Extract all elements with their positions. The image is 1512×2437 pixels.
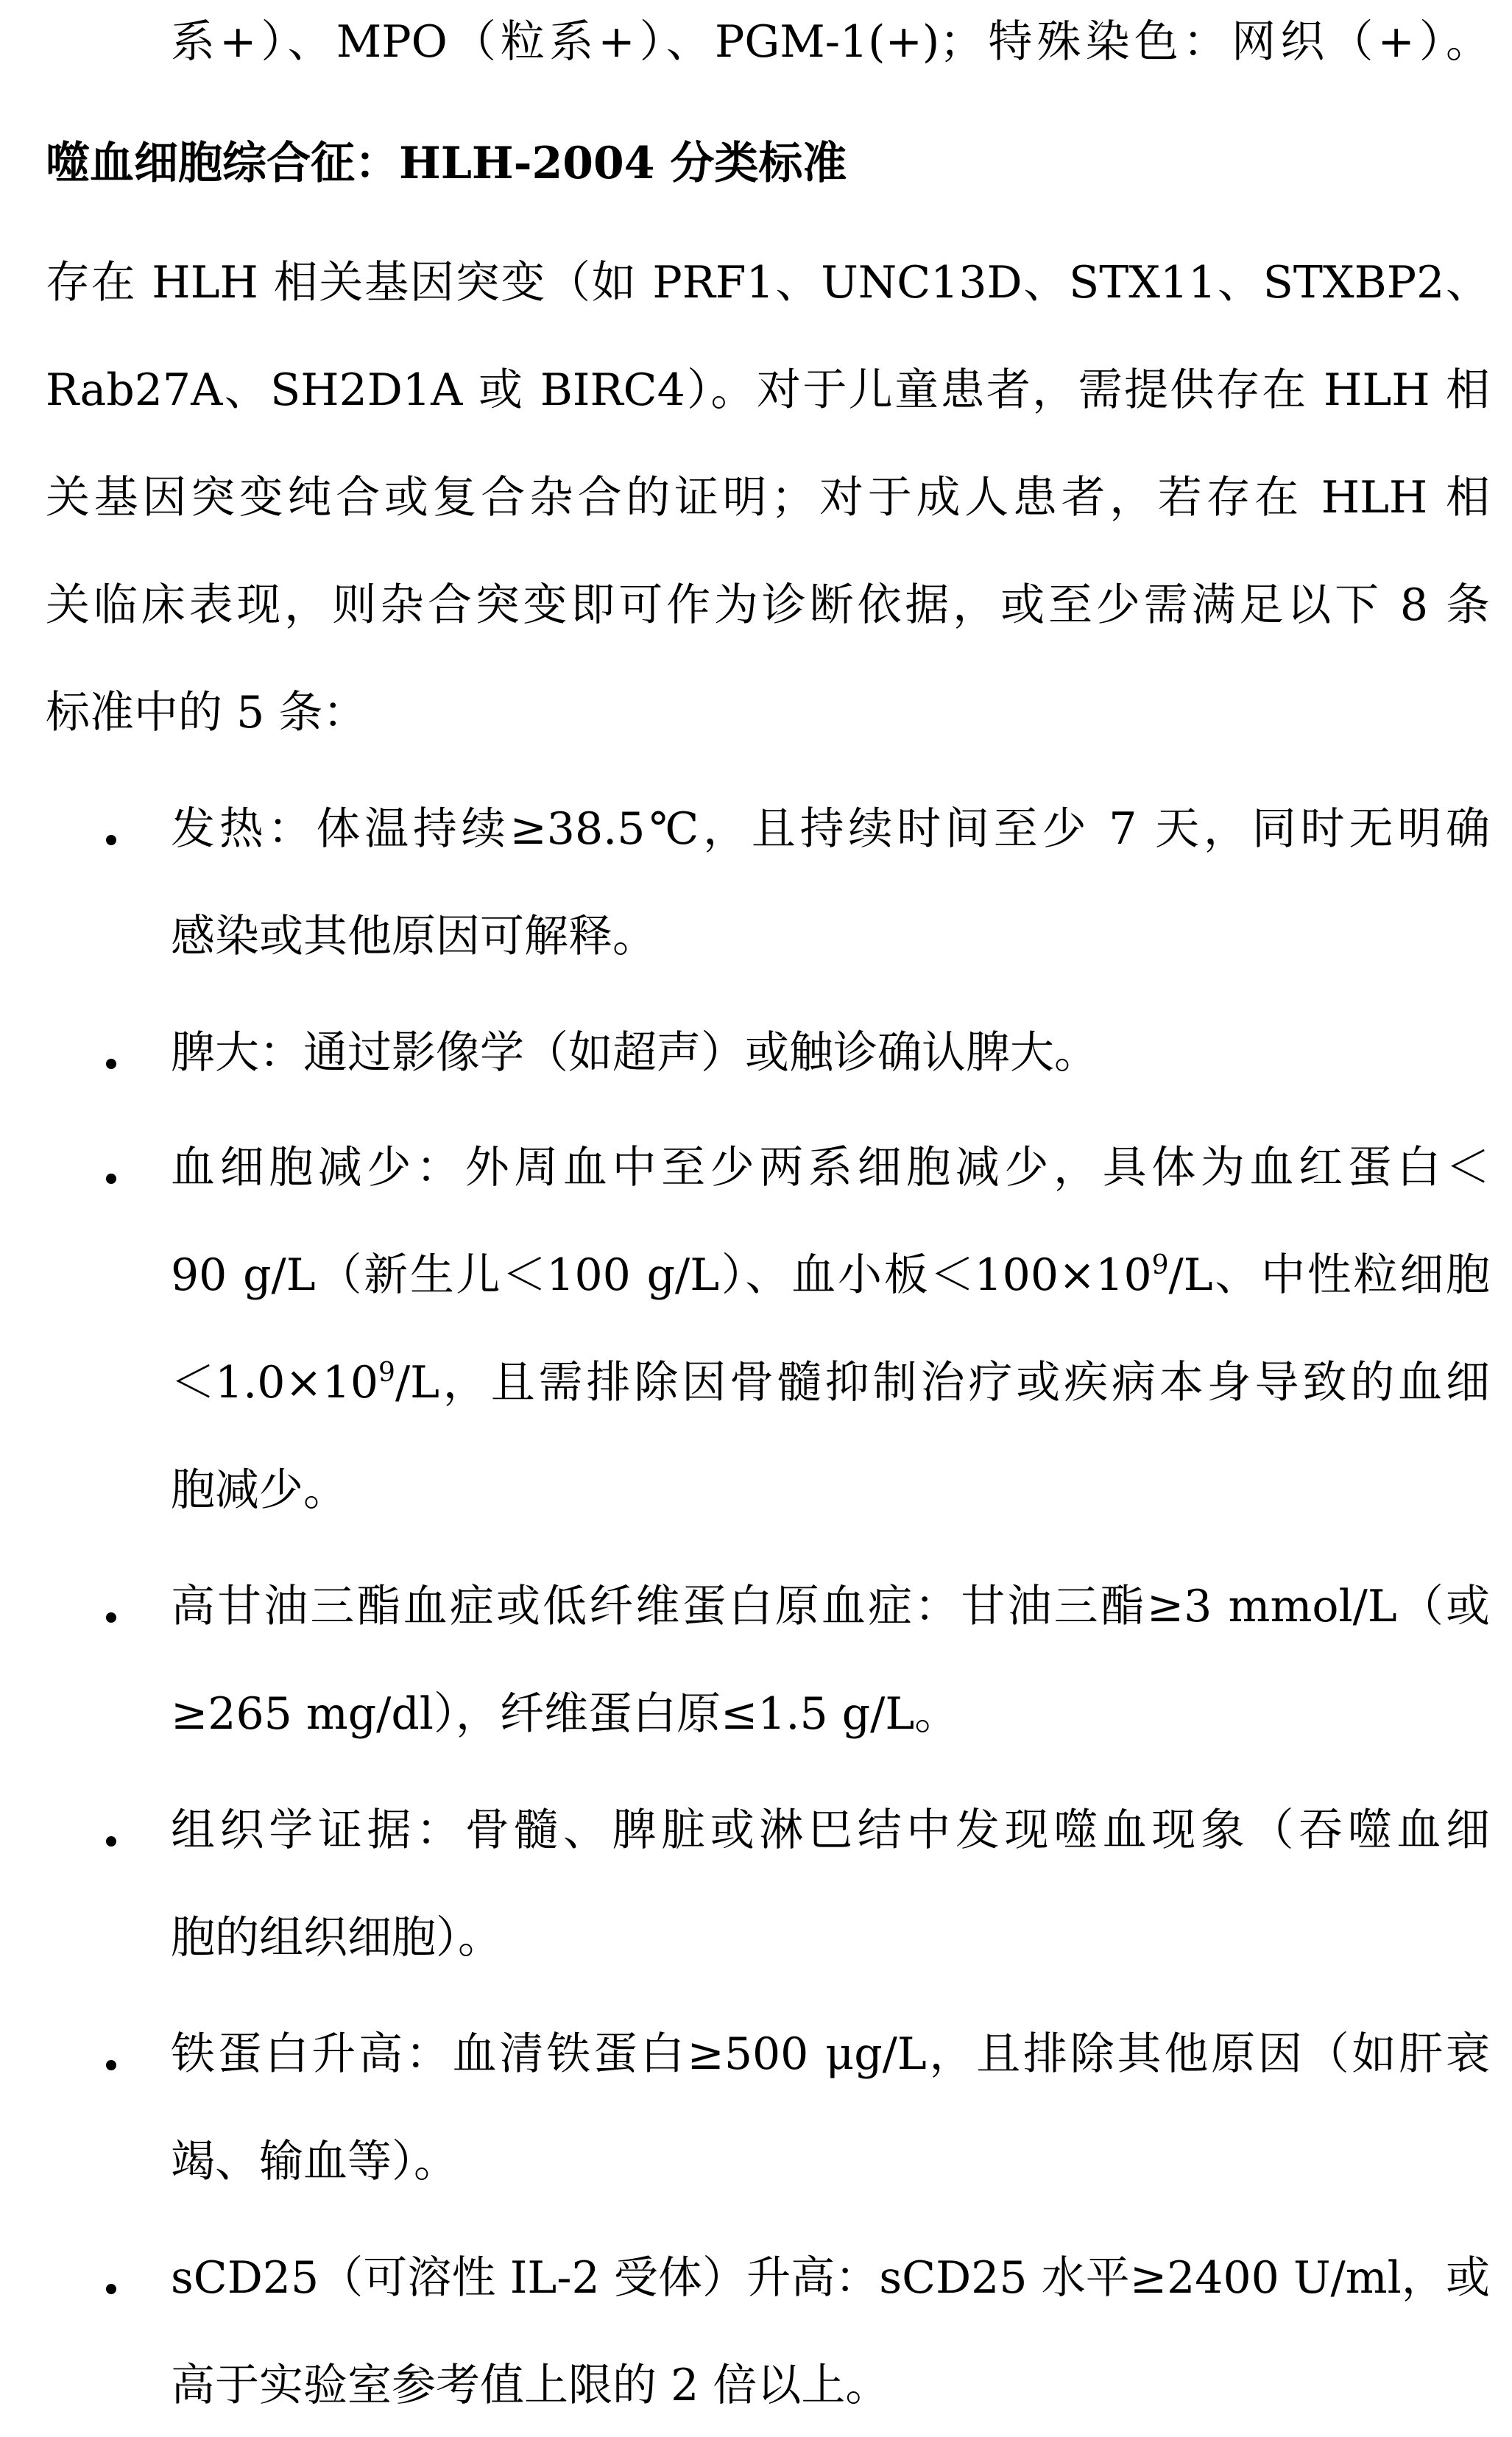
criterion-text: /L，且需排除因骨髓抑制治疗或疾病本身导致的血细 [395,1357,1490,1408]
criterion-line: 感染或其他原因可解释。 [171,911,657,962]
bullet-icon [106,835,116,845]
criterion-line: ≥265 mg/dl），纤维蛋白原≤1.5 g/L。 [171,1688,959,1740]
bullet-icon [106,2284,116,2294]
bullet-icon [106,1174,116,1184]
bullet-icon [106,1059,116,1069]
criterion-line [171,1246,1490,1305]
intro-line: 系+）、MPO（粒系+）、PGM-1(+)；特殊染色：网织（+）。 [171,16,1490,68]
paragraph-line: 关临床表现，则杂合突变即可作为诊断依据，或至少需满足以下 8 条 [46,579,1490,631]
criterion-line: 竭、输血等）。 [171,2136,458,2187]
paragraph-line: 标准中的 5 条： [46,687,367,738]
bullet-icon [106,2060,116,2070]
criterion-line: sCD25（可溶性 IL-2 受体）升高：sCD25 水平≥2400 U/ml，或 [171,2252,1490,2304]
paragraph-line: 关基因突变纯合或复合杂合的证明；对于成人患者，若存在 HLH 相 [46,472,1490,523]
criterion-line: 铁蛋白升高：血清铁蛋白≥500 μg/L，且排除其他原因（如肝衰 [171,2028,1490,2080]
criterion-line: 高甘油三酯血症或低纤维蛋白原血症：甘油三酯≥3 mmol/L（或 [171,1581,1490,1632]
criterion-line: 发热：体温持续≥38.5℃，且持续时间至少 7 天，同时无明确 [171,803,1490,855]
criterion-line: 高于实验室参考值上限的 2 倍以上。 [171,2360,890,2411]
bullet-icon [106,1612,116,1623]
paragraph-line: 存在 HLH 相关基因突变（如 PRF1、UNC13D、STX11、STXBP2、 [46,257,1490,308]
paragraph-line: Rab27A、SH2D1A 或 BIRC4）。对于儿童患者，需提供存在 HLH 相 [46,364,1490,416]
criterion-line: 胞的组织细胞）。 [171,1912,502,1964]
criterion-text: 90 g/L（新生儿＜100 g/L）、血小板＜100×10 [171,1249,1152,1301]
superscript: 9 [378,1358,395,1388]
superscript: 9 [1151,1250,1169,1280]
criterion-line: 血细胞减少：外周血中至少两系细胞减少，具体为血红蛋白＜ [171,1142,1490,1193]
section-heading: 噬血细胞综合征：HLH-2004 分类标准 [46,138,847,189]
bullet-icon [106,1836,116,1847]
criterion-line [171,1353,1490,1412]
criterion-text: ＜1.0×10 [171,1357,379,1408]
criterion-text: /L、中性粒细胞 [1168,1249,1490,1301]
criterion-line: 组织学证据：骨髓、脾脏或淋巴结中发现噬血现象（吞噬血细 [171,1805,1490,1856]
criterion-line: 脾大：通过影像学（如超声）或触诊确认脾大。 [171,1027,1098,1079]
criterion-line: 胞减少。 [171,1464,347,1516]
